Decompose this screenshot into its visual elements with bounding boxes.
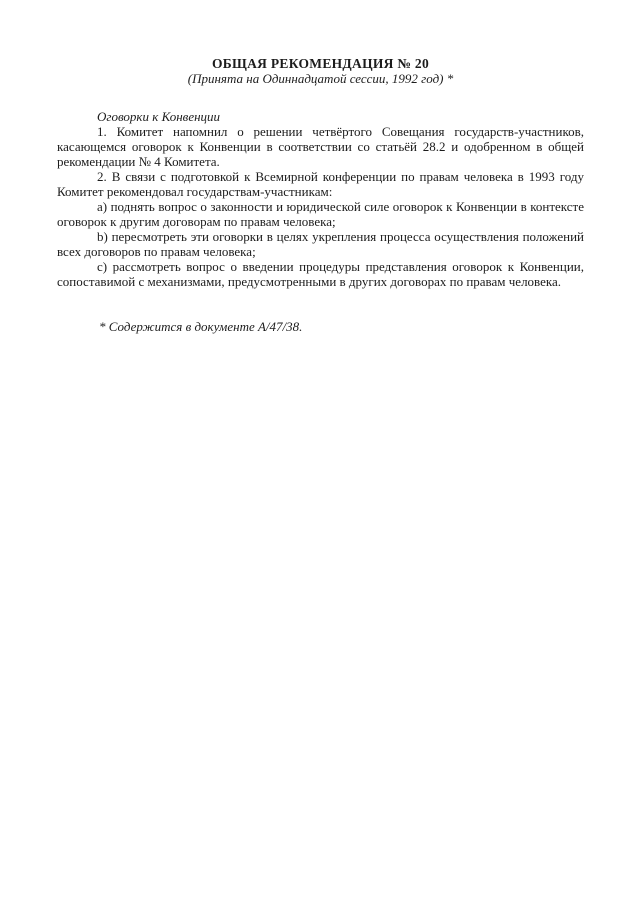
list-item-a: a) поднять вопрос о законности и юридической силе оговорок к Конвенции в контексте оговорок к другим договорам по правам человека; <box>57 199 584 229</box>
document-title: ОБЩАЯ РЕКОМЕНДАЦИЯ № 20 <box>211 56 430 71</box>
document-body <box>57 109 584 289</box>
paragraph-2: 2. В связи с подготовкой к Всемирной конференции по правам человека в 1993 году Комитет рекомендовал государствам-участникам: <box>57 169 584 199</box>
document-subtitle: (Принята на Одиннадцатой сессии, 1992 год) * <box>187 71 454 86</box>
paragraph-1: 1. Комитет напомнил о решении четвёртого Совещания государств-участников, касающемся оговорок к Конвенции в соответствии со статьёй 28.2 и одобренном в общей рекомендации № 4 Комитета. <box>57 124 584 169</box>
list-item-c: c) рассмотреть вопрос о введении процедуры представления оговорок к Конвенции, сопоставимой с механизмами, предусмотренными в других договорах по правам человека. <box>57 259 584 289</box>
list-item-b: b) пересмотреть эти оговорки в целях укрепления процесса осуществления положений всех договоров по правам человека; <box>57 229 584 259</box>
document-content <box>57 56 584 347</box>
section-heading: Оговорки к Конвенции <box>97 109 221 124</box>
footnote: * Содержится в документе A/47/38. <box>99 319 303 334</box>
